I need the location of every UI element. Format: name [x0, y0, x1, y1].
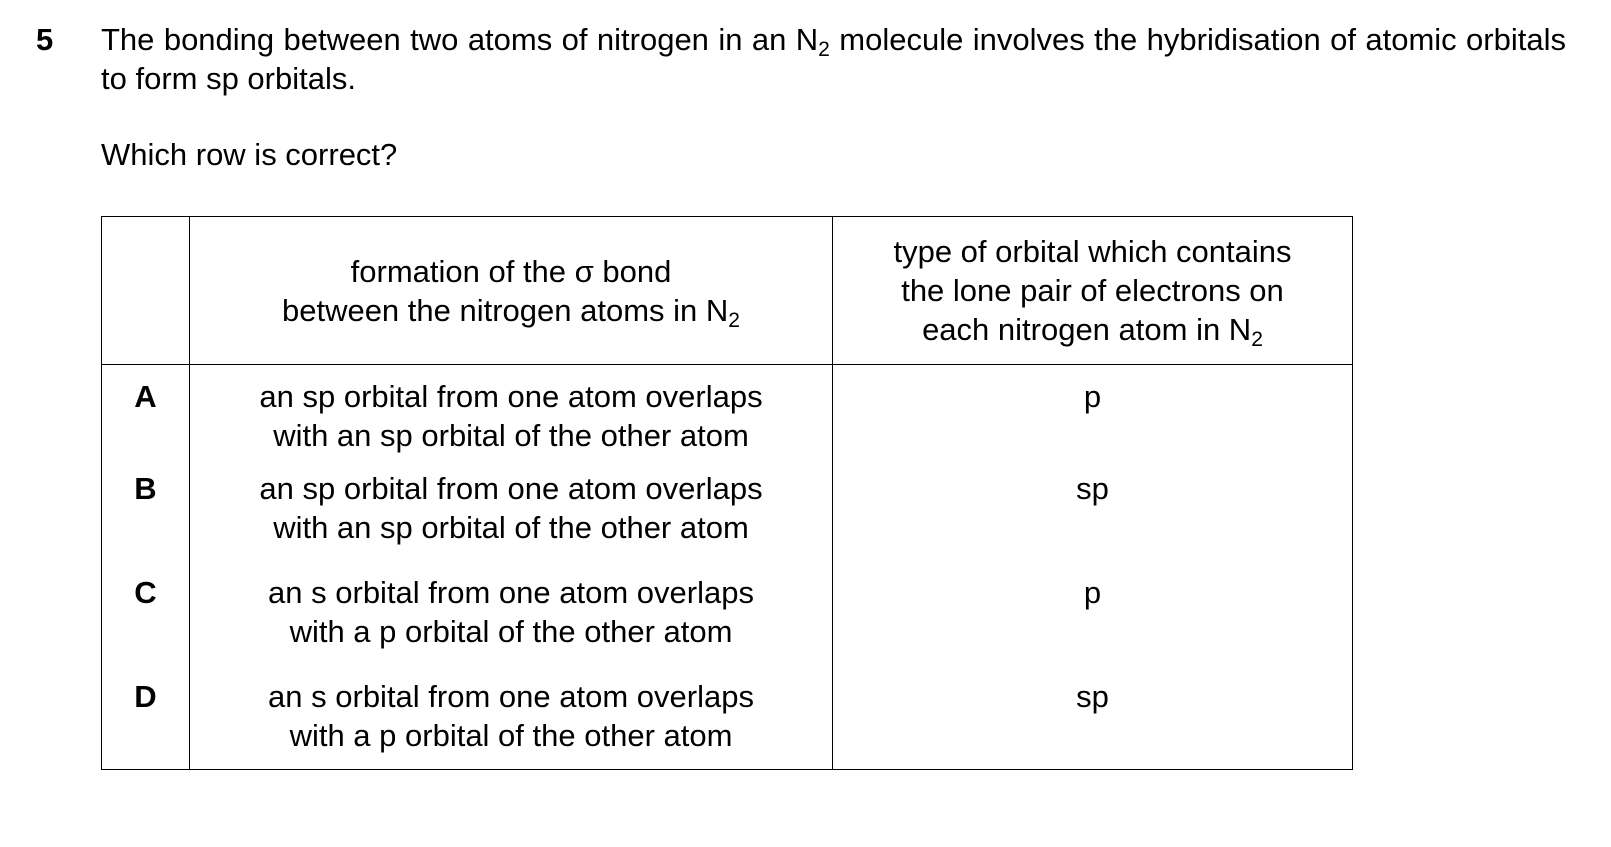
- option-formation-line-1: an s orbital from one atom overlaps: [268, 575, 754, 610]
- option-orbital: sp: [833, 677, 1353, 770]
- table-header-row: [102, 217, 1353, 365]
- option-orbital: p: [833, 365, 1353, 470]
- option-formation-line-2: with a p orbital of the other atom: [289, 614, 733, 649]
- option-formation-line-1: an s orbital from one atom overlaps: [268, 679, 754, 714]
- option-formation-line-2: with an sp orbital of the other atom: [273, 418, 749, 453]
- option-formation: [190, 573, 833, 677]
- header-orbital-line-2: the lone pair of electrons on: [901, 273, 1284, 308]
- header-formation-line-2-text: between the nitrogen atoms in N: [281, 292, 729, 328]
- option-row-c[interactable]: [102, 573, 1353, 677]
- stem-text-start: The bonding between two atoms of nitrogen in an N: [101, 22, 819, 57]
- header-formation-line-2: [190, 291, 832, 330]
- option-row-d[interactable]: [102, 677, 1353, 770]
- answer-options-table: [101, 216, 1353, 770]
- option-row-b[interactable]: [102, 469, 1353, 573]
- header-orbital-line-3-text: each nitrogen atom in N: [922, 312, 1252, 347]
- option-row-a[interactable]: [102, 365, 1353, 470]
- option-orbital: sp: [833, 469, 1353, 573]
- option-formation: [190, 469, 833, 573]
- option-formation: [190, 365, 833, 470]
- stem-text-end: molecule involves the hybridisation of atomic orbitals to form sp orbitals.: [101, 22, 1566, 96]
- question-number: 5: [36, 22, 54, 57]
- header-orbital-subscript: 2: [1251, 327, 1263, 351]
- header-formation-line-1: formation of the σ bond: [350, 253, 672, 289]
- option-letter: C: [102, 573, 190, 677]
- option-formation-line-1: an sp orbital from one atom overlaps: [259, 379, 763, 414]
- header-orbital-line-1: type of orbital which contains: [893, 234, 1292, 269]
- option-letter: D: [102, 677, 190, 770]
- option-formation-line-2: with a p orbital of the other atom: [289, 718, 733, 753]
- option-formation-line-2: with an sp orbital of the other atom: [273, 510, 749, 545]
- option-formation-line-1: an sp orbital from one atom overlaps: [259, 471, 763, 506]
- question-stem: [101, 20, 1566, 98]
- header-formation: [190, 217, 833, 365]
- question-instruction: Which row is correct?: [101, 137, 398, 172]
- option-orbital: p: [833, 573, 1353, 677]
- header-orbital: [833, 217, 1353, 365]
- option-letter: B: [102, 469, 190, 573]
- stem-subscript: 2: [818, 37, 830, 61]
- header-formation-subscript: 2: [728, 308, 741, 332]
- header-orbital-line-3: [833, 310, 1352, 349]
- header-letter-cell: [102, 217, 190, 365]
- option-letter: A: [102, 365, 190, 470]
- option-formation: [190, 677, 833, 770]
